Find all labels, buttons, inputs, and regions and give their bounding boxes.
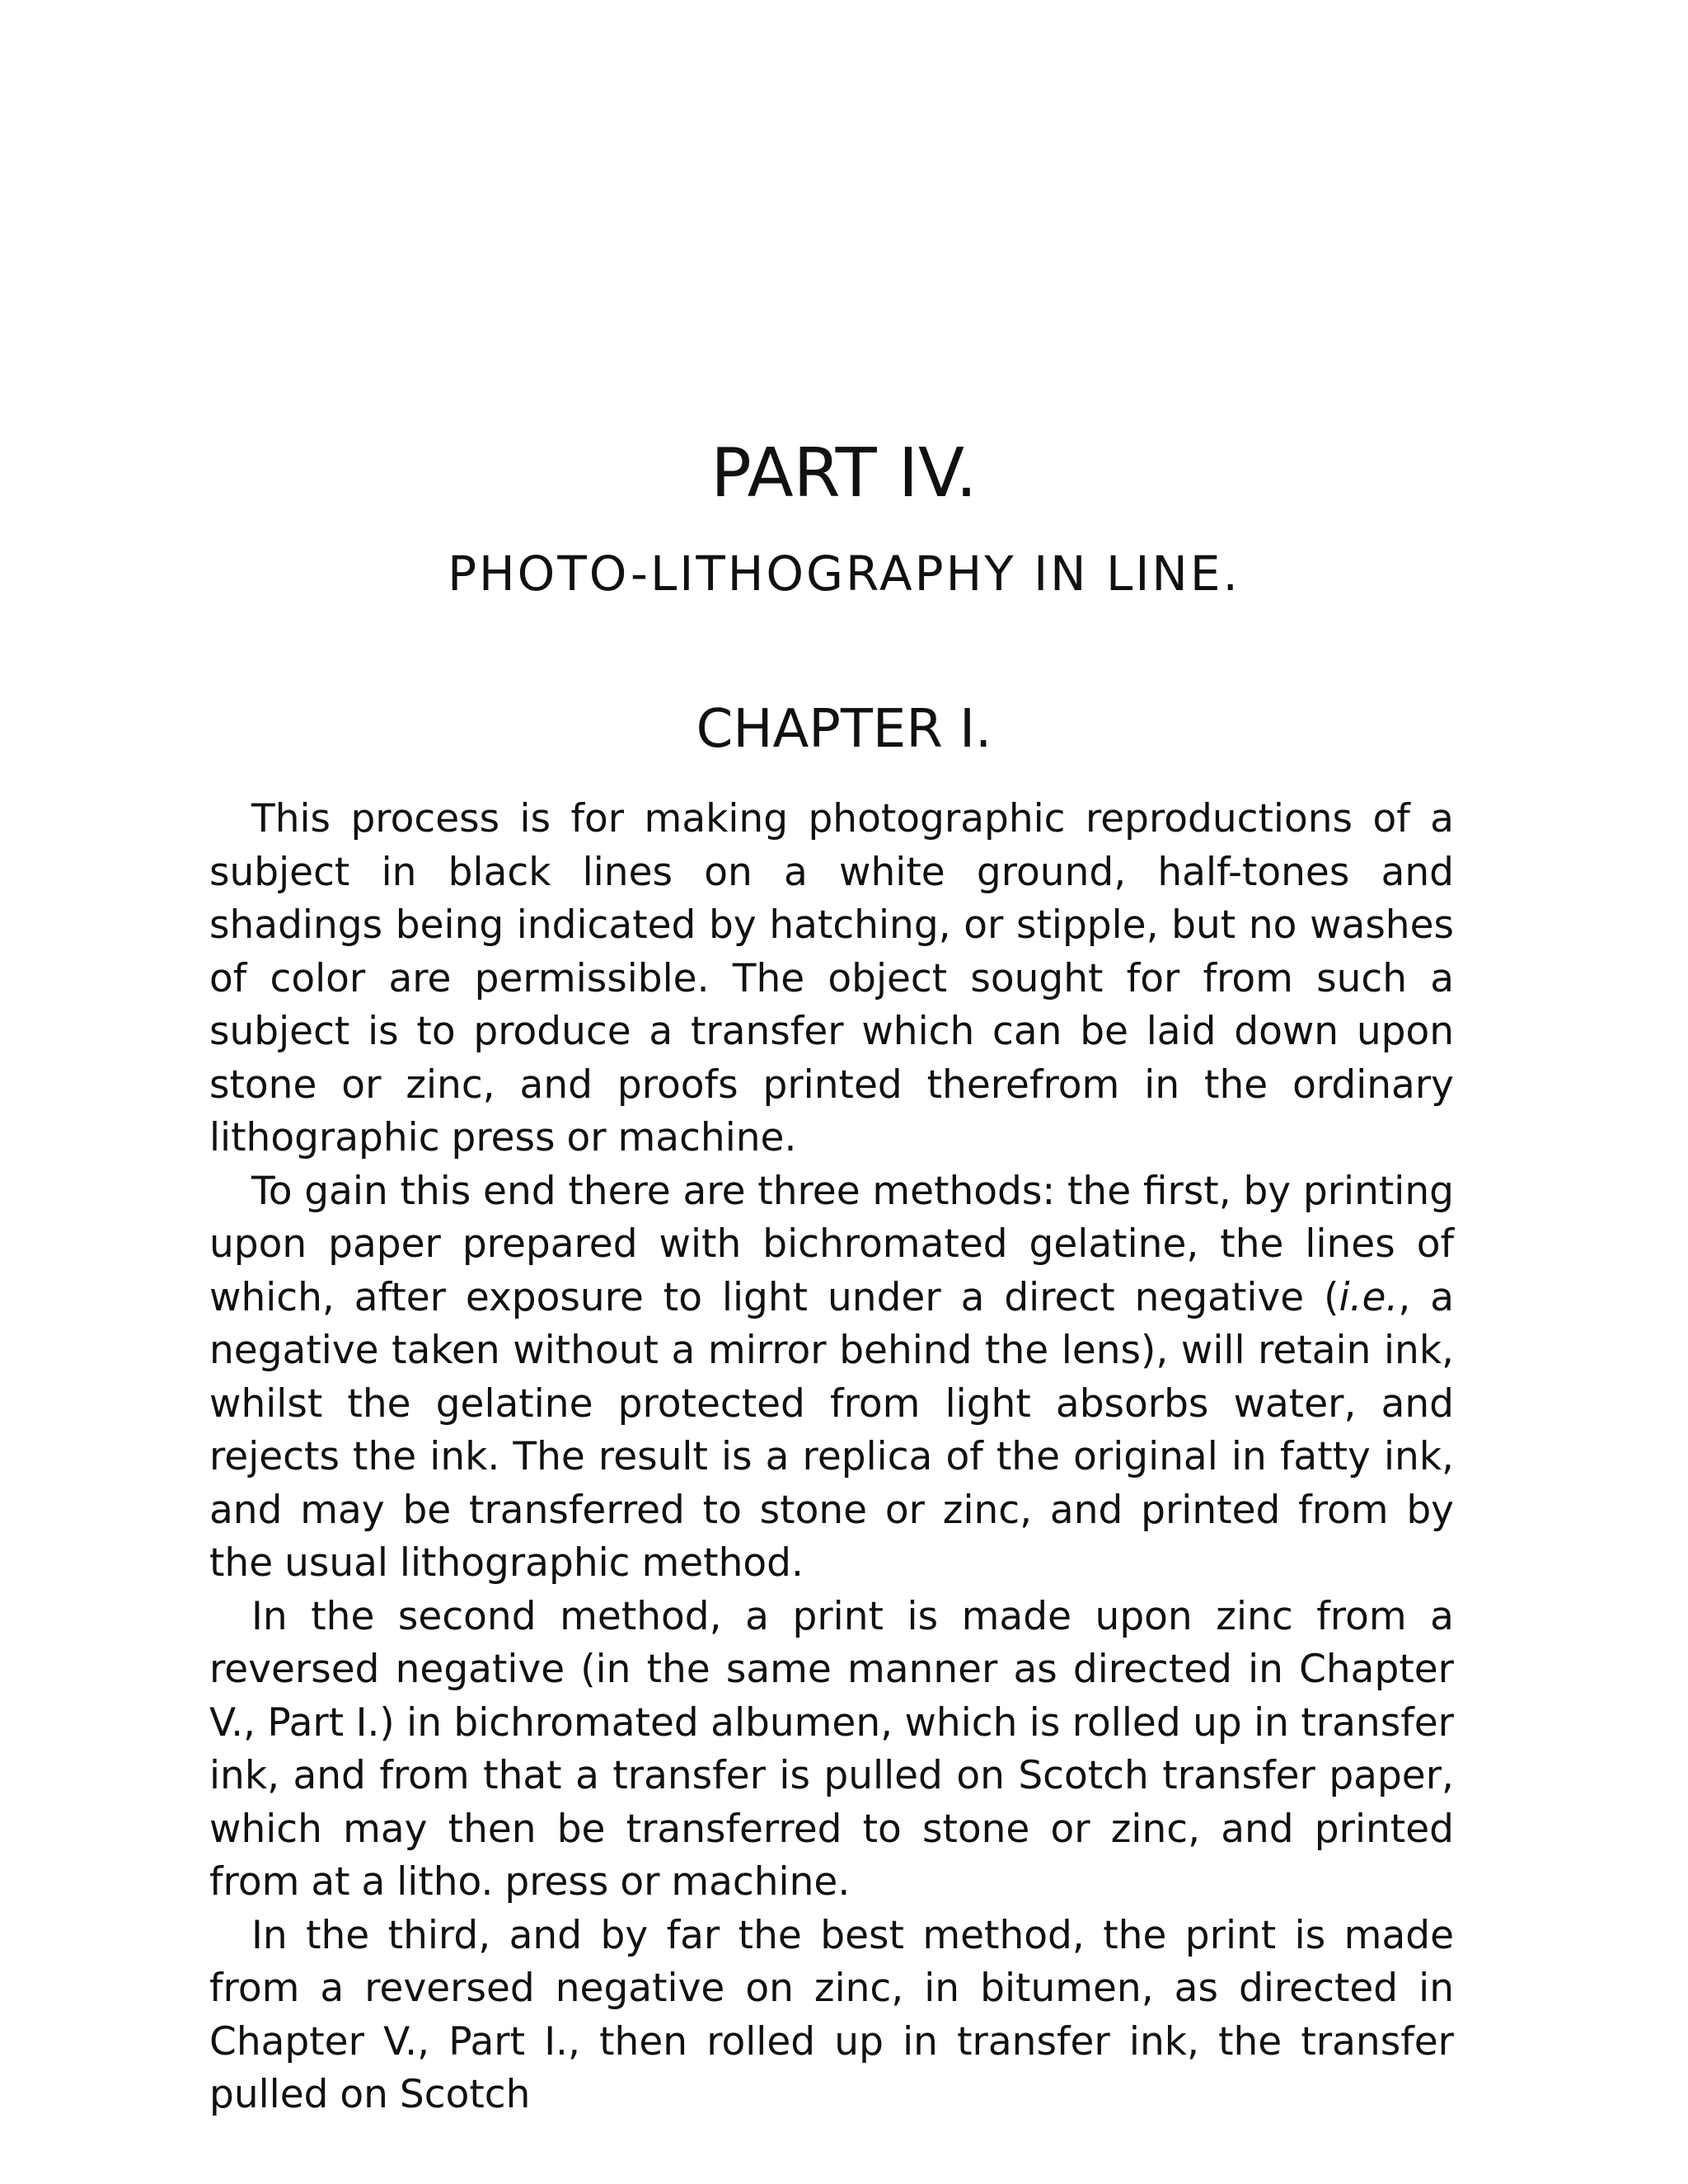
paragraph-1: This process is for making photographic reproductions of a subject in black lines on a white ground, half-tones and shadings being indicated by hatching, or stipple, but no washes of color are permissible. The object sought for from such a subject is to produce a transfer which can be laid down upon stone or zinc, and proofs printed therefrom in the ordinary lithographic press or machine. (209, 796, 1454, 1160)
part-subtitle: PHOTO-LITHOGRAPHY IN LINE. (448, 546, 1240, 602)
paragraph-2-italic: i.e. (1339, 1274, 1399, 1320)
paragraph-3: In the second method, a print is made upon zinc from a reversed negative (in the same manner as directed in Chapter V., Part I.) in bichromated albumen, which is rolled up in transfer ink, and from that a transfer is pulled on Scotch transfer paper, which may then be transferred to stone or zinc, and printed from at a litho. press or machine. (209, 1593, 1454, 1905)
paragraph-4: In the third, and by far the best method, the print is made from a reversed negative on zinc, in bitumen, as directed in Chapter V., Part I., then rolled up in transfer ink, the transfer pulled on Scotch (209, 1912, 1454, 2117)
paragraph-2 (209, 1165, 1454, 1591)
body-text (209, 793, 1454, 2122)
paragraph-2-text-after: , a negative taken without a mirror behind the lens), will retain ink, whilst the gelatine protected from light absorbs water, and rejects the ink. The result is a replica of the original in fatty ink, and may be transferred to stone or zinc, and printed from by the usual lithographic method. (209, 1274, 1454, 1586)
paragraph-2-text-before: To gain this end there are three methods: the first, by printing upon paper prepared with bichromated gelatine, the lines of which, after exposure to light under a direct negative ( (209, 1168, 1454, 1320)
part-title: PART IV. (710, 434, 978, 513)
chapter-title: CHAPTER I. (696, 699, 992, 760)
